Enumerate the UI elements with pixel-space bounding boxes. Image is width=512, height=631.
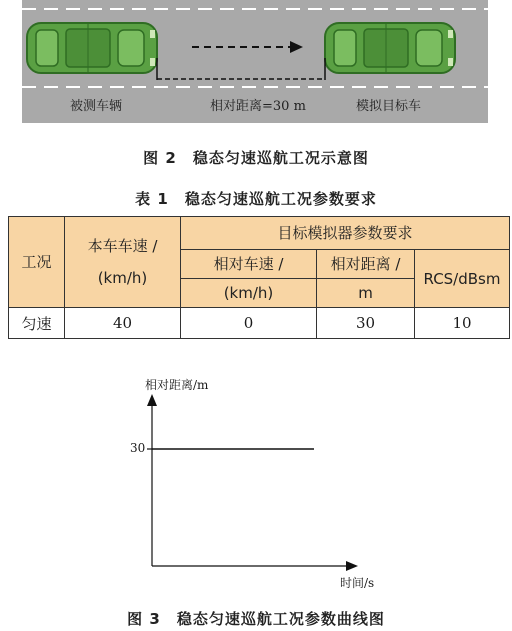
header-rel-distance-line1: 相对距离 / — [317, 250, 415, 279]
figure3-caption: 图 3 稳态匀速巡航工况参数曲线图 — [127, 610, 385, 628]
cruise-parameters-table — [8, 216, 510, 339]
tested-vehicle-icon — [27, 23, 157, 73]
target-vehicle-icon — [325, 23, 455, 73]
x-axis — [152, 561, 358, 571]
cell-condition: 匀速 — [9, 308, 65, 339]
header-own-speed-line2: (km/h) — [97, 269, 148, 287]
cell-rcs: 10 — [415, 308, 510, 339]
cell-rel-speed: 0 — [181, 308, 317, 339]
table-row — [9, 308, 510, 339]
target-vehicle-label: 模拟目标车 — [356, 99, 422, 114]
y-axis-label: 相对距离/m — [145, 378, 209, 392]
header-target-group: 目标模拟器参数要求 — [181, 217, 510, 250]
relative-distance-label: 相对距离=30 m — [210, 99, 306, 114]
header-rcs: RCS/dBsm — [415, 250, 510, 308]
chart-canvas — [120, 370, 400, 590]
header-rel-distance-line2: m — [317, 279, 415, 308]
movement-arrow-icon — [192, 41, 303, 53]
cell-own-speed: 40 — [65, 308, 181, 339]
distance-time-chart — [120, 370, 400, 590]
x-axis-label: 时间/s — [340, 576, 375, 590]
table1-caption: 表 1 稳态匀速巡航工况参数要求 — [135, 190, 377, 208]
distance-bracket — [157, 58, 325, 80]
header-rel-speed-line1: 相对车速 / — [181, 250, 317, 279]
figure2-caption: 图 2 稳态匀速巡航工况示意图 — [143, 149, 369, 167]
header-own-speed-line1: 本车车速 / — [87, 237, 158, 255]
header-own-speed — [65, 217, 181, 308]
cruise-scenario-illustration — [22, 0, 488, 123]
tested-vehicle-label: 被测车辆 — [70, 99, 123, 114]
y-axis — [147, 394, 157, 566]
cell-rel-distance: 30 — [317, 308, 415, 339]
header-condition: 工况 — [9, 217, 65, 308]
y-tick-label-30: 30 — [130, 441, 146, 455]
header-rel-speed-line2: (km/h) — [181, 279, 317, 308]
